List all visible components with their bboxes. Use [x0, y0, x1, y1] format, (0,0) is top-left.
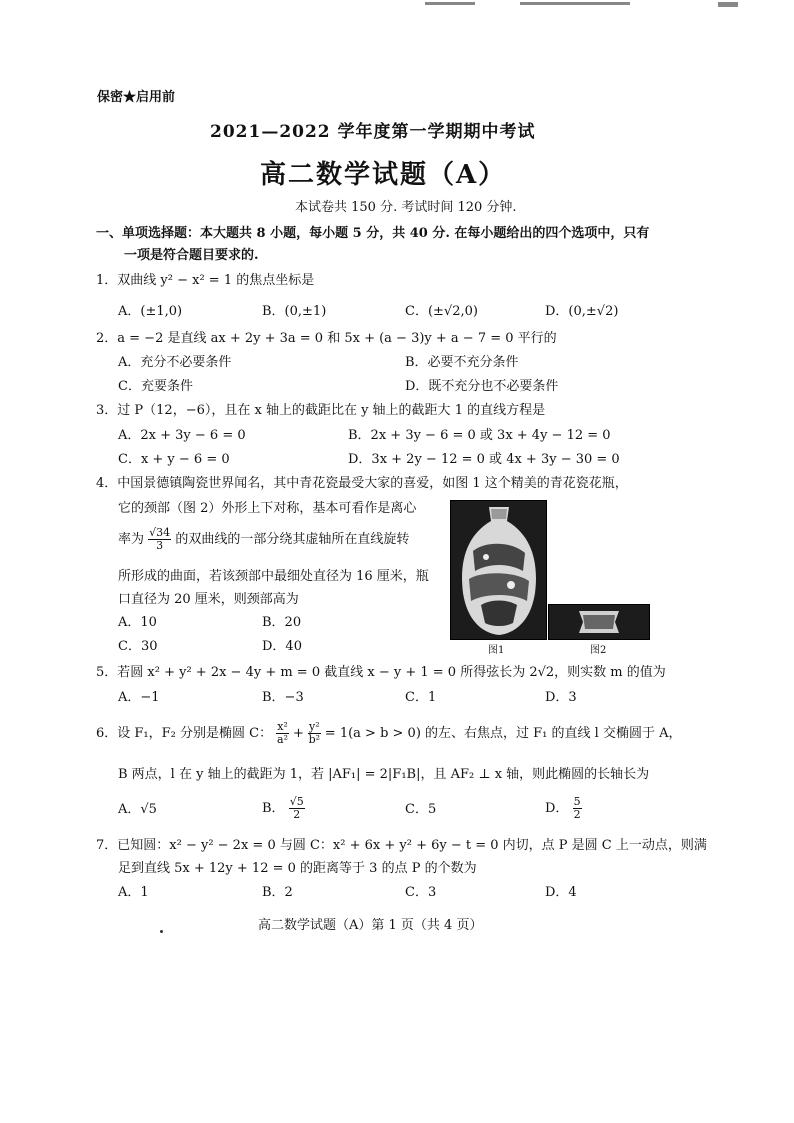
q5-option-b: B．−3 [262, 690, 304, 705]
page-title: 高二数学试题（A） [260, 160, 507, 190]
exam-info: 本试卷共 150 分. 考试时间 120 分钟. [295, 200, 517, 215]
question-6-line1 [96, 716, 681, 752]
q5-option-a: A．−1 [118, 690, 160, 705]
q6-option-a: A．√5 [118, 802, 157, 817]
q1-option-d: D．(0,±√2) [545, 304, 619, 319]
ellipse-x-fraction [276, 721, 289, 746]
q4-text: 的双曲线的一部分绕其虚轴所在直线旋转 [175, 532, 410, 547]
question-1-stem: 1．双曲线 y² − x² = 1 的焦点坐标是 [96, 273, 315, 288]
scan-mark [425, 2, 475, 5]
option-label: B． [262, 801, 285, 816]
q2-option-b: B．必要不充分条件 [405, 355, 519, 370]
exam-title: 2021—2022 学年度第一学期期中考试 [210, 122, 536, 142]
q2-option-c: C．充要条件 [118, 379, 193, 394]
q7-option-d: D．4 [545, 885, 577, 900]
question-5-stem: 5．若圆 x² + y² + 2x − 4y + m = 0 截直线 x − y + 1 = 0 所得弦长为 2√2，则实数 m 的值为 [96, 665, 666, 680]
q5-option-c: C．1 [405, 690, 437, 705]
q7-option-b: B．2 [262, 885, 293, 900]
q7-option-c: C．3 [405, 885, 437, 900]
fraction-denominator: 2 [293, 808, 301, 821]
q6-text: = 1(a > b > 0) 的左、右焦点，过 F₁ 的直线 l 交椭圆于 A， [324, 726, 682, 741]
q6-option-b [262, 790, 305, 828]
page-footer: 高二数学试题（A）第 1 页（共 4 页） [258, 918, 483, 933]
plus-sign: + [292, 726, 304, 741]
question-4-line4: 所形成的曲面，若该颈部中最细处直径为 16 厘米，瓶 [118, 569, 429, 584]
option-label: D． [545, 801, 569, 816]
scan-dot [160, 930, 163, 933]
section-instruction: 一、单项选择题：本大题共 8 小题，每小题 5 分，共 40 分. 在每小题给出的四个选项中，只有 [96, 226, 650, 241]
q6-option-c: C．5 [405, 802, 437, 817]
fraction-numerator: y² [309, 720, 320, 733]
q3-option-a: A．2x + 3y − 6 = 0 [118, 428, 246, 443]
option-d-fraction [573, 796, 582, 821]
q6-option-d [545, 790, 582, 828]
q4-option-b: B．20 [262, 615, 302, 630]
q4-option-c: C．30 [118, 639, 158, 654]
figure-1-caption: 图1 [488, 645, 505, 656]
q1-option-c: C．(±√2,0) [405, 304, 478, 319]
question-6-line2: B 两点，l 在 y 轴上的截距为 1，若 |AF₁| = 2|F₁B|，且 AF₂ ⊥ x 轴，则此椭圆的长轴长为 [118, 767, 650, 782]
q7-option-a: A．1 [118, 885, 149, 900]
secret-label: 保密★启用前 [97, 90, 176, 105]
figure-2-caption: 图2 [590, 645, 607, 656]
question-7-line2: 足到直线 5x + 12y + 12 = 0 的距离等于 3 的点 P 的个数为 [118, 861, 477, 876]
q1-option-a: A．(±1,0) [118, 304, 183, 319]
question-4-line1: 4．中国景德镇陶瓷世界闻名，其中青花瓷最受大家的喜爱，如图 1 这个精美的青花瓷花瓶， [96, 476, 628, 491]
option-b-fraction [289, 796, 305, 821]
q2-option-a: A．充分不必要条件 [118, 355, 232, 370]
fraction-denominator: b² [308, 733, 321, 746]
fraction-numerator: √5 [289, 795, 304, 808]
q1-option-b: B．(0,±1) [262, 304, 327, 319]
scan-artifact-top [0, 0, 794, 10]
fraction-numerator: x² [277, 720, 288, 733]
q5-option-d: D．3 [545, 690, 577, 705]
fraction-numerator: √34 [149, 526, 171, 539]
eccentricity-fraction [148, 527, 171, 552]
question-3-stem: 3．过 P（12，−6），且在 x 轴上的截距比在 y 轴上的截距大 1 的直线方程是 [96, 403, 546, 418]
vase-photo [450, 500, 547, 640]
ellipse-y-fraction [308, 721, 321, 746]
q2-option-d: D．既不充分也不必要条件 [405, 379, 559, 394]
q3-option-d: D．3x + 2y − 12 = 0 或 4x + 3y − 30 = 0 [348, 452, 620, 467]
vase-neck-photo [548, 604, 650, 640]
question-4-line3 [118, 522, 409, 558]
fraction-denominator: 3 [156, 539, 164, 552]
scan-mark [718, 2, 738, 7]
q4-option-d: D．40 [262, 639, 302, 654]
q4-option-a: A．10 [118, 615, 157, 630]
q3-option-b: B．2x + 3y − 6 = 0 或 3x + 4y − 12 = 0 [348, 428, 611, 443]
q6-text: 6．设 F₁，F₂ 分别是椭圆 C： [96, 726, 273, 741]
question-7-line1: 7．已知圆：x² − y² − 2x = 0 与圆 C：x² + 6x + y² + 6y − t = 0 内切，点 P 是圆 C 上一动点，则满 [96, 838, 707, 853]
question-2-stem: 2．a = −2 是直线 ax + 2y + 3a = 0 和 5x + (a − 3)y + a − 7 = 0 平行的 [96, 331, 557, 346]
question-4-line5: 口直径为 20 厘米，则颈部高为 [118, 592, 299, 607]
section-instruction-cont: 一项是符合题目要求的. [124, 248, 259, 263]
q3-option-c: C．x + y − 6 = 0 [118, 452, 230, 467]
fraction-denominator: a² [277, 733, 289, 746]
fraction-denominator: 2 [573, 808, 581, 821]
question-4-line2: 它的颈部（图 2）外形上下对称，基本可看作是离心 [118, 501, 417, 516]
q4-text: 率为 [118, 532, 145, 547]
fraction-numerator: 5 [573, 795, 581, 808]
scan-mark [520, 2, 630, 5]
